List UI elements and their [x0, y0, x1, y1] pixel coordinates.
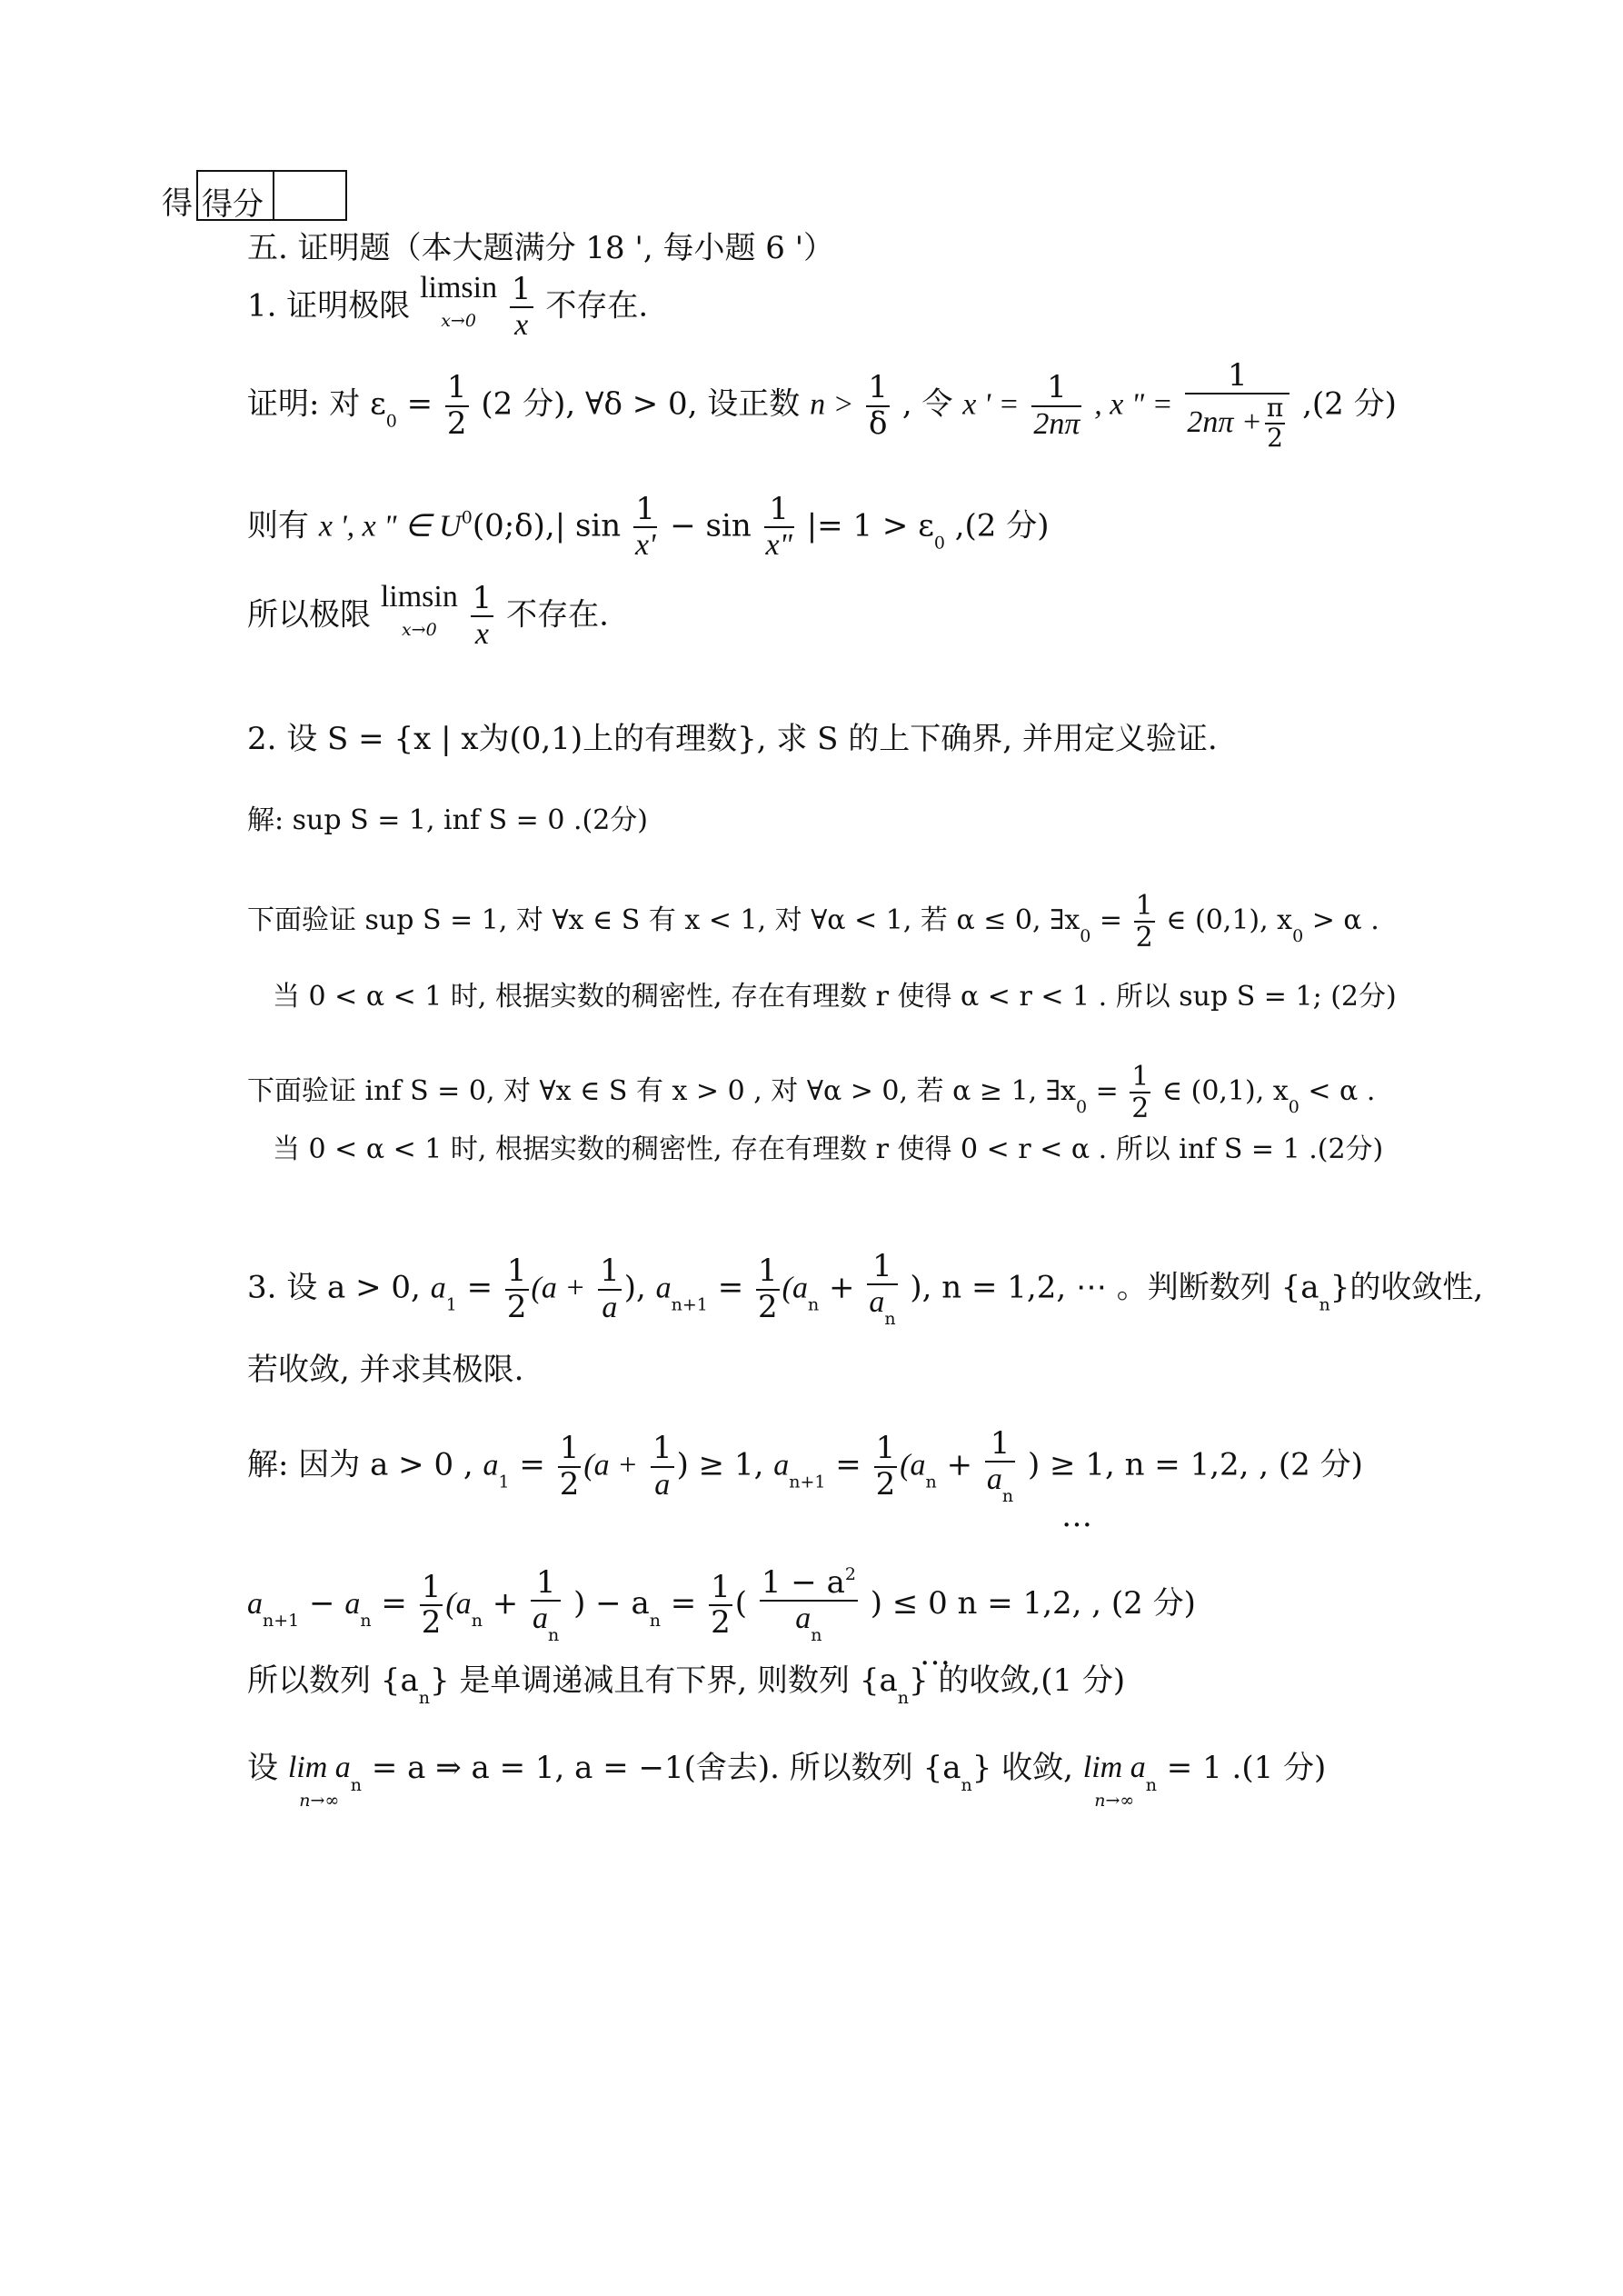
score-box-divider — [273, 172, 274, 219]
p2-verify-sup-2: 当 0 < α < 1 时, 根据实数的稠密性, 存在有理数 r 使得 α < r < 1 . 所以 sup S = 1; (2分) — [273, 981, 1397, 1013]
p3-question-2: 若收敛, 并求其极限. — [247, 1352, 524, 1388]
p3-monotone: 所以数列 $\{a_n\}$ 是单调递减且有下界, 则数列 $\{a_n\}$ 的收敛,(1 分) — [247, 1662, 1126, 1708]
p1-question — [247, 273, 648, 343]
p1-frac: $\frac{1}{x}$ — [511, 271, 532, 343]
p1-conclusion: 所以极限 limsin x→0 $\frac{1}{x}$ 不存在. — [247, 580, 609, 652]
p3-solution-2: $a_{n+1} - a_n$ = $\frac{1}{2}$ ($a_n$ + $\frac{1}{a_n}$ ) − $a_n$ = $\frac{1}{2}$ ( $\frac{1 - a^2}{a_n}$ ) ≤ 0 n = 1,2, , (2 分) — [247, 1563, 1196, 1646]
p2-solution: 解: sup S = 1, inf S = 0 .(2分) — [247, 804, 648, 836]
p3-dots-2: … — [920, 1636, 951, 1672]
p3-question: 3. 设 a > 0, $a_1$ = $\frac{1}{2}$ (a + $\frac{1}{a}$ ), $a_{n+1}$ = $\frac{1}{2}$ ($a_n$ + $\frac{1}{a_n}$ ), n = 1,2, ⋯ 。判断数列 $\{a_n\}$的收敛性, — [247, 1248, 1484, 1330]
p2-question: 2. 设 S = {x | x为(0,1)上的有理数}, 求 S 的上下确界, 并用定义验证. — [247, 721, 1218, 757]
score-box — [196, 170, 347, 221]
p1-q-post: 不存在. — [545, 287, 649, 324]
score-label: 得分 — [202, 186, 264, 223]
p1-then-line: 则有 x ', x " ∈ $U^0(0;\delta),|$ sin $\frac{1}{x'}$ − sin $\frac{1}{x"}$ |= $1 > \varepsilon_0$ ,(2 分) — [247, 491, 1050, 563]
p3-solution-1: 解: 因为 a > 0 , $a_1$ = $\frac{1}{2}$ (a + $\frac{1}{a}$ ) ≥ 1, $a_{n+1}$ = $\frac{1}{2}$ ($a_n$ + $\frac{1}{a_n}$ ) ≥ 1, n = 1,2, , (2 分) — [247, 1425, 1363, 1507]
p3-limit: 设 lim a n→∞ $_n$ = a ⇒ a = 1, a = −1(舍去). 所以数列 $\{a_n\}$ 收敛, lim a n→∞ $_n$ = 1 .(1 分) — [247, 1750, 1327, 1811]
p2-verify-sup: 下面验证 sup S = 1, 对 ∀x ∈ S 有 x < 1, 对 ∀α < 1, 若 α ≤ 0, $\exists x_0$ = $\frac{1}{2}$ ∈ (0,1), $x_0 > \alpha$ . — [247, 890, 1379, 953]
p1-proof-line: 证明: 对 $\varepsilon_0$ = $\frac{1}{2}$ (2 分), ∀δ > 0, 设正数 n > $\frac{1}{\delta}$ , 令 x ' = $\frac{1}{2n\pi}$ , x " = 1 2nπ + $\frac{\pi}{2}$ ,(2 分) — [247, 357, 1397, 454]
score-label-truncated: 得 — [162, 185, 193, 222]
p2-verify-inf: 下面验证 inf S = 0, 对 ∀x ∈ S 有 x > 0 , 对 ∀α > 0, 若 α ≥ 1, $\exists x_0$ = $\frac{1}{2}$ ∈ (0,1), $x_0 < \alpha$ . — [247, 1061, 1376, 1124]
p2-verify-inf-2: 当 0 < α < 1 时, 根据实数的稠密性, 存在有理数 r 使得 0 < r < α . 所以 inf S = 1 .(2分) — [273, 1133, 1384, 1165]
section-title: 五. 证明题（本大题满分 18 ', 每小题 6 '） — [247, 230, 835, 266]
p1-q-pre: 1. 证明极限 — [247, 287, 421, 324]
p1-lim: limsin x→0 — [420, 271, 498, 331]
p3-dots-1: … — [1061, 1498, 1092, 1534]
